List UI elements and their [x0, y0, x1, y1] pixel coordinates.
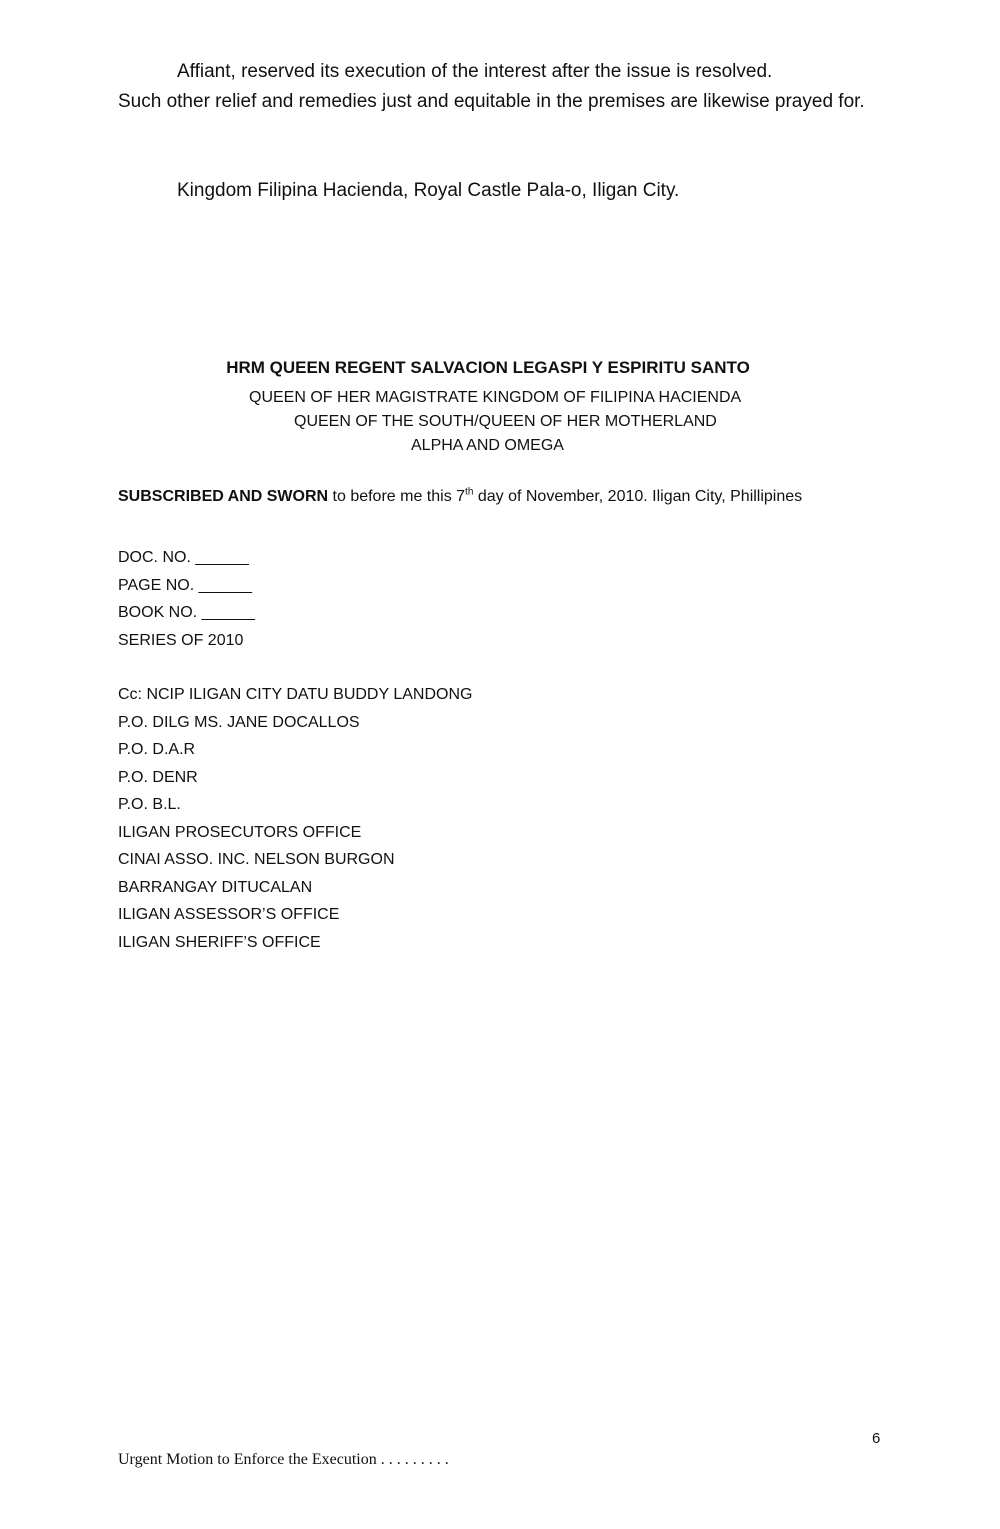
affiant-paragraph: Affiant, reserved its execution of the interest after the issue is resolved.: [177, 61, 773, 82]
notary-page-no: PAGE NO. ______: [118, 576, 252, 594]
jurat-superscript: th: [465, 486, 474, 498]
place-line: Kingdom Filipina Hacienda, Royal Castle Pala-o, Iligan City.: [177, 180, 680, 201]
cc-item: P.O. B.L.: [118, 796, 181, 813]
cc-item: ILIGAN SHERIFF’S OFFICE: [118, 933, 321, 951]
relief-paragraph: Such other relief and remedies just and equitable in the premises are likewise prayed for.: [118, 91, 865, 112]
cc-item: P.O. D.A.R: [118, 741, 196, 758]
jurat-line: [118, 488, 802, 506]
cc-item: Cc: NCIP ILIGAN CITY DATU BUDDY LANDONG: [118, 686, 473, 703]
jurat-text-after: day of November, 2010. Iligan City, Phillipines: [473, 488, 803, 505]
cc-item: P.O. DILG MS. JANE DOCALLOS: [118, 713, 360, 731]
cc-list: [118, 681, 472, 956]
page-footer: Urgent Motion to Enforce the Execution . . . . . . . . .: [118, 1451, 449, 1468]
signatory-title-1: QUEEN OF HER MAGISTRATE KINGDOM OF FILIPINA HACIENDA: [249, 389, 742, 406]
page-number: 6: [872, 1430, 881, 1447]
cc-item: BARRANGAY DITUCALAN: [118, 878, 313, 896]
cc-item: CINAI ASSO. INC. NELSON BURGON: [118, 851, 395, 868]
notary-book-no: BOOK NO. ______: [118, 604, 255, 621]
signatory-title-2: QUEEN OF THE SOUTH/QUEEN OF HER MOTHERLAND: [294, 413, 717, 430]
cc-item: ILIGAN ASSESSOR’S OFFICE: [118, 906, 340, 923]
cc-item: ILIGAN PROSECUTORS OFFICE: [118, 823, 362, 841]
jurat-text-before: to before me this 7: [328, 488, 466, 505]
notary-block: [118, 544, 255, 654]
cc-item: P.O. DENR: [118, 768, 198, 786]
notary-series: SERIES OF 2010: [118, 631, 244, 649]
notary-doc-no: DOC. NO. ______: [118, 549, 249, 566]
signatory-title-3: ALPHA AND OMEGA: [411, 437, 564, 454]
jurat-bold-lead: SUBSCRIBED AND SWORN: [118, 488, 329, 505]
signatory-name: HRM QUEEN REGENT SALVACION LEGASPI Y ESPIRITU SANTO: [226, 358, 750, 377]
